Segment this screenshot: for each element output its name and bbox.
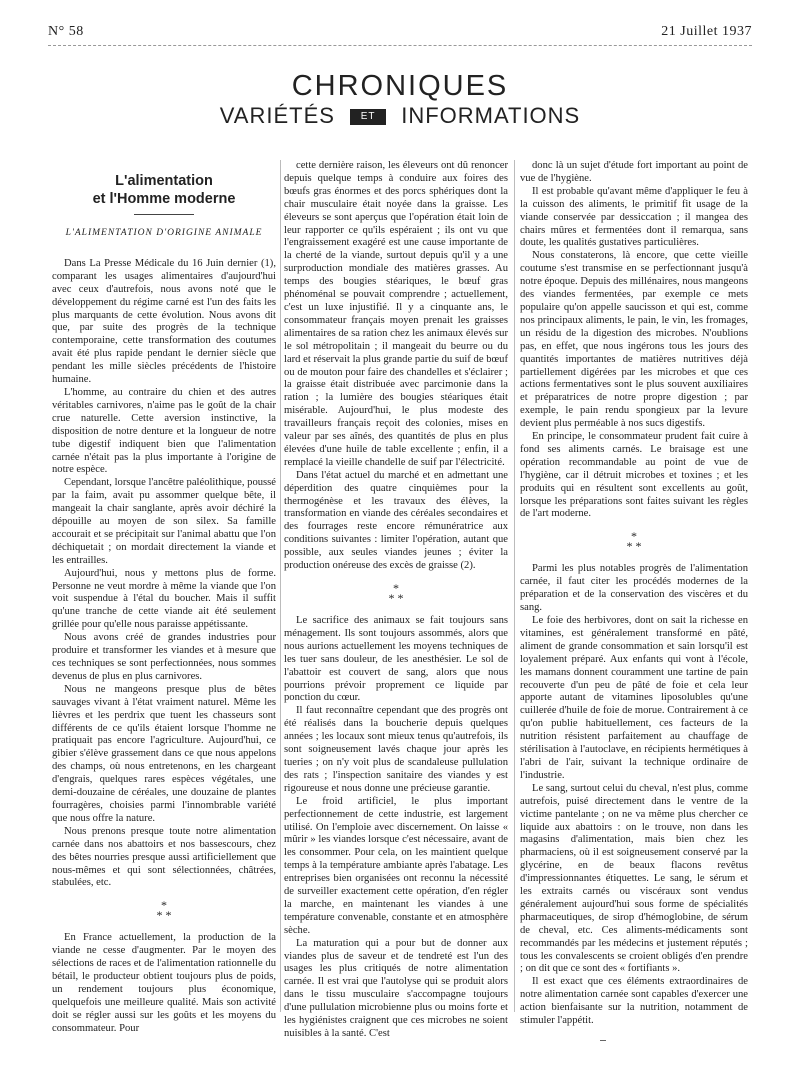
paragraph: donc là un sujet d'étude fort important au point de vue de l'hygiène. (520, 160, 748, 184)
paragraph: Nous avons créé de grandes industries pour produire et transformer les viandes et à mesure que ces techniques se sont perfectionnées, nous sommes devenus de plus en plus carnivores. (52, 632, 276, 682)
column-3-text-2 (520, 563, 748, 1028)
column-1-text-2 (52, 932, 276, 1035)
paragraph: L'homme, au contraire du chien et des autres véritables carnivores, n'aime pas le goût de la chair crue naturelle. Cette aversion instinctive, la disposition de notre denture et la longueur de notre tube digestif indiquent bien que l'alimentation carnée n'était pas la plus importante à l'origine de notre espèce. (52, 386, 276, 476)
issue-number: N° 58 (48, 24, 84, 39)
paragraph: cette dernière raison, les éleveurs ont dû renoncer depuis quelque temps à conduire aux foires des bœufs gras énormes et des porcs sphériques dont la chair musculaire était noyée dans la graisse. Les éleveurs se sont aperçus que l'opération était loin de leur rapporter ce qu'ils espéraient ; ils ont vu que l'engraissement exagéré est une cause importante de la cherté de la viande, surtout depuis qu'il y a une surproduction mondiale des matières grasses. Au temps des bougies stéariques, le bœuf gras phénoménal se pouvait comprendre ; actuellement, c'est un luxe injustifié. Il y a cinquante ans, le consommateur français moyen prenait les graisses alimentaires de sa ration chez les animaux élevés sur le sol métropolitain ; il mangeait du beurre ou du lard et réservait la plus grande partie du suif de bœuf ou de mouton pour faire des chandelles et s'éclairer ; la graisse était distribuée avec parcimonie dans la ration ; la lumière des bougies stéariques était misérable. Aujourd'hui, le plus modeste des travailleurs français reçoit des colonies, mises en valeur par ses aînés, des quantités de plus en plus élevées d'une huile de table excellente ; enfin, il a remplacé la vieille chandelle de suif par l'électricité. (284, 160, 508, 468)
paragraph: Il faut reconnaître cependant que des progrès ont été réalisés dans la boucherie depuis quelques années ; les locaux sont mieux tenus qu'autrefois, ils sont soigneusement lavés chaque jour après les tueries ; on n'y voit plus de scandaleuse pullulation des rats ; l'inspection sanitaire des viandes y est rigoureuse et nous donne une précieuse garantie. (284, 705, 508, 794)
paragraph: Nous constaterons, là encore, que cette vieille coutume s'est transmise en se perfectionnant jusqu'à notre époque. Depuis des millénaires, nous mangeons des viandes fermentées, par exemple ce mets populaire qu'on appelle saucisson et qui est, comme nos principaux aliments, le pain, le vin, les fromages, un résidu de la digestion des microbes. N'oublions pas, en effet, que nous ingérons tous les jours des quantités importantes de matières nutritives déjà partiellement digérées par les microbes et que ces actions fermentatives sont le plus souvent auxiliaires et préparatrices de notre propre digestion ; par exemple, le pain rendu spongieux par la levure devient plus perméable à nos sucs digestifs. (520, 250, 748, 430)
masthead-ornament: ET (350, 109, 386, 125)
paragraph: Il est exact que ces éléments extraordinaires de notre alimentation carnée sont capables d'exercer une action bienfaisante sur la nutrition, notamment de stimuler l'appétit. (520, 976, 748, 1027)
article-title (52, 172, 276, 208)
section-separator: * * * (156, 898, 172, 923)
column-2-text (284, 160, 508, 573)
paragraph: La maturation qui a pour but de donner aux viandes plus de saveur et de tendreté est l'un des usages les plus critiqués de notre alimentation carnée. Il est vrai que l'autolyse qui se produit alors dans le tissu musculaire s'accompagne toujours d'une pullulation microbienne plus ou moins forte et les hygiénistes craignent que ces microbes ne soient nuisibles à la santé. C'est (284, 937, 508, 1039)
paragraph: Le foie des herbivores, dont on sait la richesse en vitamines, est généralement transformé en pâté, aliment de grande consommation et sain lorsqu'il est loyalement préparé. Aux enfants qui vont à l'école, les mamans donnent couramment une tartine de pain recouverte d'un peu de pâté de foie et cela leur apporte autant de vitamines liposolubles qu'une cuillerée d'huile de foie de morue. Contrairement à ce qu'on publie habituellement, ces facteurs de la nutrition résistent parfaitement au chauffage de stérilisation à l'autoclave, en récipients hermétiques à l'abri de l'air, suivant la technique ordinaire de l'industrie. (520, 615, 748, 781)
paragraph: Parmi les plus notables progrès de l'alimentation carnée, il faut citer les procédés modernes de la préparation et de la conservation des viscères et du sang. (520, 563, 748, 614)
masthead-line1: CHRONIQUES (291, 70, 509, 102)
section-separator: * * * (388, 581, 404, 605)
paragraph: Dans La Presse Médicale du 16 Juin dernier (1), comparant les usages alimentaires d'aujourd'hui avec ceux d'autrefois, nous avons noté que le développement du régime carné est l'un des faits les plus marquants de cette évolution. Nous avons dit que, par suite des progrès de la technique contemporaine, cette transformation des coutumes avait été plus rapide pendant le dernier siècle que pendant les mille siècles précédents de l'histoire humaine. (52, 257, 276, 386)
paragraph: Aujourd'hui, nous y mettons plus de forme. Personne ne veut mordre à même la viande que l'on voit suspendue à l'étal du boucher. Mais il suffit qu'une tranche de cette viande ait été seulement grillée pour qu'elle nous paraisse appétissante. (52, 567, 276, 631)
column-3-text (520, 160, 748, 521)
masthead-line2 (0, 102, 800, 130)
masthead-right: INFORMATIONS (401, 103, 581, 128)
issue-date: 21 Juillet 1937 (661, 24, 752, 39)
column-1-text (52, 258, 276, 890)
title-rule (134, 214, 194, 215)
paragraph: En principe, le consommateur prudent fait cuire à fond ses aliments carnés. Le braisage est une opération recommandable au point de vue de l'hygiène, car il détruit microbes et toxines ; et les produits qui en résultent sont excellents au goût, lorsque les préparations sont faites suivant les règles de l'art moderne. (520, 431, 748, 520)
paragraph: Le sacrifice des animaux se fait toujours sans ménagement. Ils sont toujours assommés, alors que nous aurions actuellement les moyens techniques de les tuer sans douleur, de les anesthésier. Le sol de l'abattoir est couvert de sang, alors que nous pourrions prévoir proprement ce liquide par ponction du cœur. (284, 615, 508, 704)
article-subtitle: L'ALIMENTATION D'ORIGINE ANIMALE (65, 228, 263, 238)
paragraph: En France actuellement, la production de la viande ne cesse d'augmenter. Par le moyen des sélections de races et de l'alimentation rationnelle du bétail, le producteur obtient toujours plus de poids, un rendement toujours plus économique, quelquefois une meilleure qualité. Mais son activité doit se régler aussi sur les goûts et les moyens du consommateur. Pour (52, 932, 276, 1034)
masthead-left: VARIÉTÉS (219, 103, 335, 128)
paragraph: Nous prenons presque toute notre alimentation carnée dans nos abattoirs et nos bassescours, chez des bêtes nourries presque aussi artificiellement que nous-mêmes et qui sont sélectionnées, châtrées, stabulées, etc. (52, 825, 276, 889)
column-3 (520, 160, 748, 1028)
paragraph: Cependant, lorsque l'ancêtre paléolithique, poussé par la faim, avait pu assommer quelque bête, il mangeait la chair sanglante, après avoir déchiré la dépouille au moyen de son silex. Sa famille accourait et se précipitait sur l'animal abattu que l'on déchiquetait ; on mordait directement la viande et les entrailles. (52, 477, 276, 566)
column-divider (280, 160, 281, 1012)
running-header (48, 24, 752, 46)
footer-mark (600, 1040, 606, 1041)
column-2 (284, 160, 508, 1041)
paragraph: Il est probable qu'avant même d'appliquer le feu à la cuisson des aliments, le primitif fit usage de la viande conservée par dessiccation ; il mangea des chairs mûres et fermentées dont il remarqua, sans doute, les qualités gustatives particulières. (520, 185, 748, 249)
paragraph: Le sang, surtout celui du cheval, n'est plus, comme autrefois, puisé directement dans le ventre de la victime pantelante ; on ne va même plus chercher ce liquide aux abattoirs : on le trouve, non dans les magasins d'alimentation, mais bien chez les pharmaciens, où il est soigneusement conservé par la glycérine, en de beaux flacons revêtus d'impressionnantes étiquettes. Le sang, le sérum et les extraits carnés ou viscéraux sont vendus généralement aujourd'hui sous forme de spécialités pharmaceutiques, de sirop d'hémoglobine, de sérum de cheval, etc. Ces aliments-médicaments sont recommandés par les médecins et justement réputés ; tous les convalescents se croient obligés d'en prendre ; on dit que ce sont des « fortifiants ». (520, 782, 748, 975)
masthead (0, 70, 800, 130)
paragraph: Le froid artificiel, le plus important perfectionnement de cette industrie, est largement utilisé. On l'emploie avec discernement. On laisse « mûrir » les viandes lorsque c'est nécessaire, avant de les consommer. Pour cela, on les maintient quelque temps à la température ambiante après l'abatage. Les entreprises bien organisées ont reconnu la nécessité de surveiller exactement cette opération, d'en régler la marche, en maintenant les viandes à une température convenable, constante et en atmosphère sèche. (284, 795, 508, 936)
header-rule (48, 45, 752, 46)
column-divider (514, 160, 515, 1012)
column-2-text-2 (284, 615, 508, 1041)
title-line-2: et l'Homme moderne (92, 191, 236, 207)
column-1 (52, 160, 276, 1036)
paragraph: Dans l'état actuel du marché et en admettant une déperdition des quatre cinquièmes pour la thermogénèse et les travaux des élèves, la transformation en viande des céréales secondaires et des fourrages reste encore rémunératrice aux conditions suivantes : limiter l'opération, autant que possible, aux seules viandes jeunes ; éviter la production onéreuse des excès de graisse (2). (284, 469, 508, 572)
section-separator: * * * (626, 529, 642, 554)
title-line-1: L'alimentation (115, 173, 213, 189)
paragraph: Nous ne mangeons presque plus de bêtes sauvages vivant à l'état vraiment naturel. Même les lièvres et les perdrix que tuent les chasseurs sont différents de ce qu'ils étaient lorsque l'homme ne pratiquait pas encore l'agriculture. Aujourd'hui, ce gibier s'élève grassement dans ce que nous appelons des champs, où nous entretenons, en les chargeant d'engrais, quelques rares espèces végétales, une demi-douzaine de céréales, une douzaine de plantes fourragères, choisies parmi l'innombrable variété que nous offre la nature. (52, 683, 276, 824)
